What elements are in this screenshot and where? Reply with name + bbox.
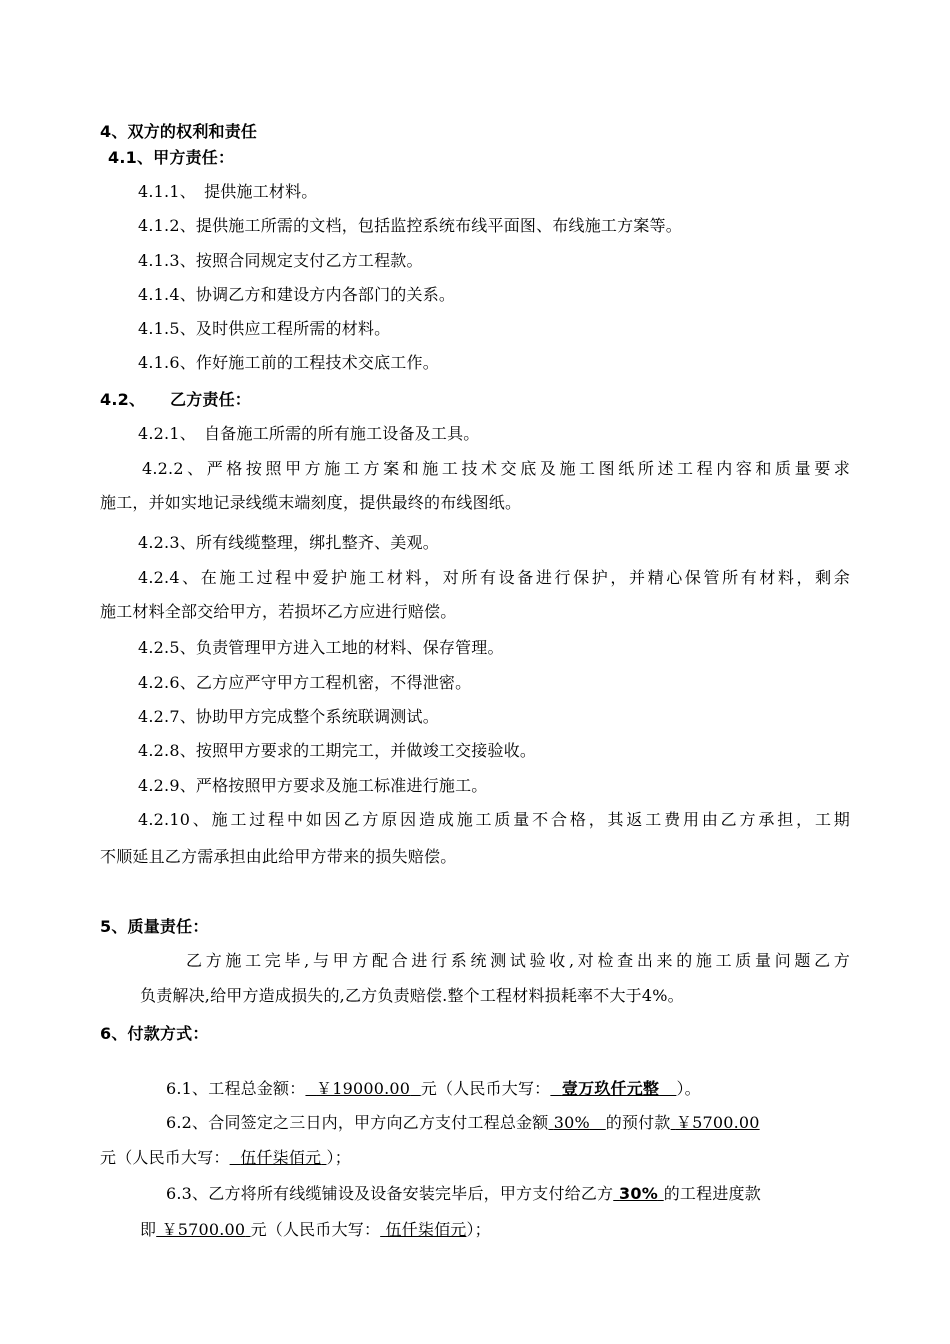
payment-6-3: [166, 1183, 761, 1205]
clause-4-2-1: 4.2.1、 自备施工所需的所有施工设备及工具。: [138, 424, 480, 443]
payment-6-2-text2: 元（人民币大写：: [100, 1148, 230, 1167]
clause-4-1-4: 4.1.4、协调乙方和建设方内各部门的关系。: [138, 285, 456, 304]
clause-4-2-9: 4.2.9、严格按照甲方要求及施工标准进行施工。: [138, 776, 488, 795]
prepay-amount: ￥5700.00: [675, 1113, 760, 1132]
total-amount-upper: 壹万玖仟元整: [561, 1079, 660, 1098]
section-4-2-title: 乙方责任：: [170, 390, 252, 409]
section-5-title: 5、质量责任：: [100, 917, 209, 936]
section-4-1-title: 4.1、甲方责任：: [108, 148, 235, 167]
clause-4-2-2: 4.2.2、严格按照甲方施工方案和施工技术交底及施工图纸所述工程内容和质量要求: [142, 459, 850, 478]
clause-4-2-5: 4.2.5、负责管理甲方进入工地的材料、保存管理。: [138, 638, 504, 657]
clause-4-2-3: 4.2.3、所有线缆整理，绑扎整齐、美观。: [138, 533, 439, 552]
payment-6-2-cont: [100, 1147, 351, 1169]
clause-4-2-2-cont: 施工，并如实地记录线缆末端刻度，提供最终的布线图纸。: [100, 493, 522, 512]
section-4-title: 4、双方的权利和责任: [100, 122, 258, 141]
clause-4-1-2: 4.1.2、提供施工所需的文档，包括监控系统布线平面图、布线施工方案等。: [138, 216, 682, 235]
clause-4-2-8: 4.2.8、按照甲方要求的工期完工，并做竣工交接验收。: [138, 741, 537, 760]
clause-4-2-6: 4.2.6、乙方应严守甲方工程机密，不得泄密。: [138, 673, 472, 692]
clause-4-1-1: 4.1.1、 提供施工材料。: [138, 182, 318, 201]
prepay-amount-upper: 伍仟柒佰元: [240, 1148, 322, 1167]
section-6-title: 6、付款方式：: [100, 1024, 209, 1043]
payment-6-2-text: 的预付款: [605, 1113, 671, 1132]
progress-amount: ￥5700.00: [161, 1220, 246, 1239]
payment-6-3-cont: [140, 1219, 491, 1241]
clause-4-2-7: 4.2.7、协助甲方完成整个系统联调测试。: [138, 707, 439, 726]
payment-6-3-end: ）；: [466, 1220, 491, 1239]
payment-6-2: [166, 1112, 760, 1134]
clause-4-1-3: 4.1.3、按照合同规定支付乙方工程款。: [138, 251, 423, 270]
clause-4-1-5: 4.1.5、及时供应工程所需的材料。: [138, 319, 391, 338]
payment-6-2-end: ）；: [326, 1148, 351, 1167]
progress-percent: 30%: [619, 1184, 658, 1203]
clause-4-1-6: 4.1.6、作好施工前的工程技术交底工作。: [138, 353, 439, 372]
payment-6-3-text3: 元（人民币大写：: [250, 1220, 381, 1239]
clause-4-2-10: 4.2.10、施工过程中如因乙方原因造成施工质量不合格，其返工费用由乙方承担，工期: [138, 810, 850, 829]
progress-amount-upper: 伍仟柒佰元: [385, 1220, 467, 1239]
quality-line-2: 负责解决,给甲方造成损失的,乙方负责赔偿.整个工程材料损耗率不大于4%。: [140, 986, 684, 1005]
payment-6-3-text2: 即: [140, 1220, 157, 1239]
payment-6-1-label: 6.1、工程总金额：: [166, 1079, 306, 1098]
clause-4-2-4-cont: 施工材料全部交给甲方，若损坏乙方应进行赔偿。: [100, 602, 457, 621]
clause-4-2-4: 4.2.4、在施工过程中爱护施工材料，对所有设备进行保护，并精心保管所有材料，剩余: [138, 568, 850, 587]
payment-6-1-text: 元（人民币大写：: [420, 1079, 551, 1098]
clause-4-2-10-cont: 不顺延且乙方需承担由此给甲方带来的损失赔偿。: [100, 847, 457, 866]
payment-6-3-text: 的工程进度款: [663, 1184, 761, 1203]
prepay-percent: 30%: [553, 1113, 590, 1132]
payment-6-3-label: 6.3、乙方将所有线缆铺设及设备安装完毕后，甲方支付给乙方: [166, 1184, 614, 1203]
payment-6-1-end: ）。: [676, 1079, 701, 1098]
section-4-2-number: 4.2、: [100, 390, 146, 409]
payment-6-1: [166, 1078, 701, 1100]
total-amount: ￥19000.00: [316, 1079, 411, 1098]
payment-6-2-label: 6.2、合同签定之三日内，甲方向乙方支付工程总金额: [166, 1113, 549, 1132]
quality-line-1: 乙方施工完毕,与甲方配合进行系统测试验收,对检查出来的施工质量问题乙方: [186, 951, 850, 970]
